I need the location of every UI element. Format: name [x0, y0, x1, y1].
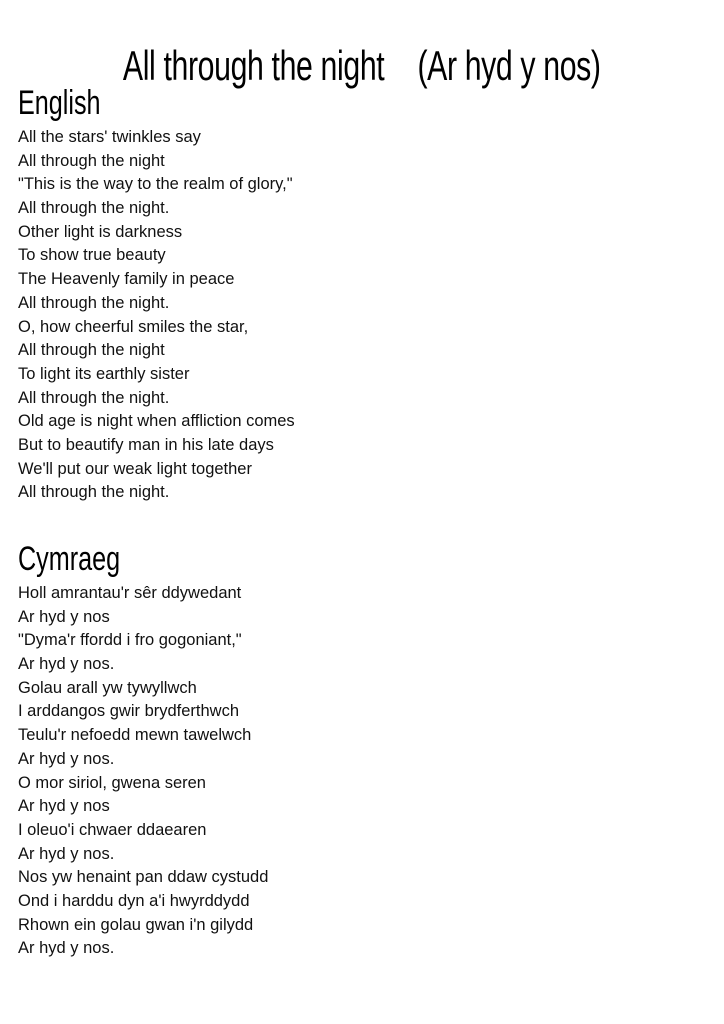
lyric-line: To show true beauty	[18, 246, 166, 265]
lyric-line: Ond i harddu dyn a'i hwyrddydd	[18, 891, 250, 910]
lyric-line: O mor siriol, gwena seren	[18, 773, 206, 792]
lyric-line: Other light is darkness	[18, 222, 183, 241]
english-lyrics	[18, 126, 708, 505]
lyric-line: Ar hyd y nos.	[18, 749, 115, 768]
lyric-line: Ar hyd y nos.	[18, 939, 115, 958]
lyric-line: Nos yw henaint pan ddaw cystudd	[18, 868, 269, 887]
section-heading-english: English	[18, 84, 101, 122]
lyric-line: All through the night.	[18, 388, 170, 407]
lyric-line: We'll put our weak light together	[18, 459, 252, 478]
welsh-lyrics	[18, 582, 708, 961]
lyric-line: Holl amrantau'r sêr ddywedant	[18, 584, 242, 602]
lyric-line: Golau arall yw tywyllwch	[18, 678, 197, 697]
lyric-line: "Dyma'r ffordd i fro gogoniant,"	[18, 631, 242, 650]
title-welsh: (Ar hyd y nos)	[417, 42, 601, 90]
lyric-line: I arddangos gwir brydferthwch	[18, 702, 240, 721]
lyric-line: All through the night.	[18, 199, 170, 218]
title-english: All through the night	[123, 42, 385, 90]
lyric-line: Ar hyd y nos	[18, 607, 110, 626]
welsh-section	[18, 538, 708, 961]
english-section	[18, 82, 708, 505]
lyric-line: But to beautify man in his late days	[18, 435, 274, 454]
lyric-line: All through the night.	[18, 483, 170, 502]
lyric-line: Teulu'r nefoedd mewn tawelwch	[18, 726, 252, 745]
lyric-line: All through the night	[18, 151, 165, 170]
lyric-line: All through the night.	[18, 293, 170, 312]
lyric-line: To light its earthly sister	[18, 364, 190, 383]
lyric-line: Old age is night when affliction comes	[18, 412, 295, 431]
lyric-line: All through the night	[18, 341, 165, 360]
lyric-line: "This is the way to the realm of glory,"	[18, 175, 293, 194]
lyric-line: I oleuo'i chwaer ddaearen	[18, 820, 207, 839]
lyric-line: All the stars' twinkles say	[18, 128, 201, 146]
lyric-line: The Heavenly family in peace	[18, 270, 235, 289]
section-heading-welsh: Cymraeg	[18, 540, 121, 578]
lyric-line: Ar hyd y nos	[18, 797, 110, 816]
lyric-line: O, how cheerful smiles the star,	[18, 317, 249, 336]
lyric-line: Ar hyd y nos.	[18, 655, 115, 674]
lyric-line: Rhown ein golau gwan i'n gilydd	[18, 915, 254, 934]
lyric-line: Ar hyd y nos.	[18, 844, 115, 863]
